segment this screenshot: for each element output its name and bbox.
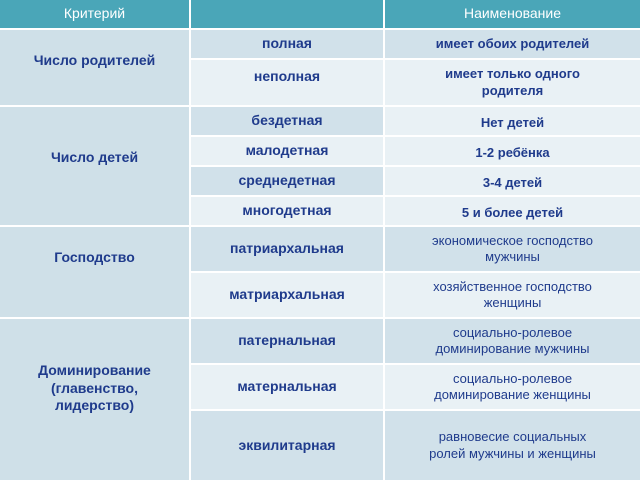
name-cell: 3-4 детей bbox=[385, 167, 640, 195]
type-cell: неполная bbox=[191, 60, 383, 105]
name-cell: экономическое господство мужчины bbox=[385, 227, 640, 271]
name-cell: 1-2 ребёнка bbox=[385, 137, 640, 165]
name-cell: имеет обоих родителей bbox=[385, 30, 640, 58]
criterion-dominance: Господство bbox=[0, 227, 189, 317]
type-cell: среднедетная bbox=[191, 167, 383, 195]
type-cell: малодетная bbox=[191, 137, 383, 165]
name-cell: социально-ролевое доминирование мужчины bbox=[385, 319, 640, 363]
type-cell: полная bbox=[191, 30, 383, 58]
type-cell: эквилитарная bbox=[191, 411, 383, 480]
name-cell: социально-ролевое доминирование женщины bbox=[385, 365, 640, 409]
type-cell: бездетная bbox=[191, 107, 383, 135]
criterion-leadership: Доминирование (главенство, лидерство) bbox=[0, 319, 189, 480]
header-name: Наименование bbox=[385, 0, 640, 28]
type-cell: патриархальная bbox=[191, 227, 383, 271]
name-cell: Нет детей bbox=[385, 107, 640, 135]
type-cell: многодетная bbox=[191, 197, 383, 225]
criterion-parents: Число родителей bbox=[0, 30, 189, 105]
name-cell: хозяйственное господство женщины bbox=[385, 273, 640, 317]
header-type bbox=[191, 0, 383, 28]
header-criterion: Критерий bbox=[0, 0, 189, 28]
criterion-children: Число детей bbox=[0, 107, 189, 225]
type-cell: матриархальная bbox=[191, 273, 383, 317]
type-cell: патернальная bbox=[191, 319, 383, 363]
name-cell: 5 и более детей bbox=[385, 197, 640, 225]
name-cell: равновесие социальных ролей мужчины и женщины bbox=[385, 411, 640, 480]
type-cell: матернальная bbox=[191, 365, 383, 409]
name-cell: имеет только одного родителя bbox=[385, 60, 640, 105]
